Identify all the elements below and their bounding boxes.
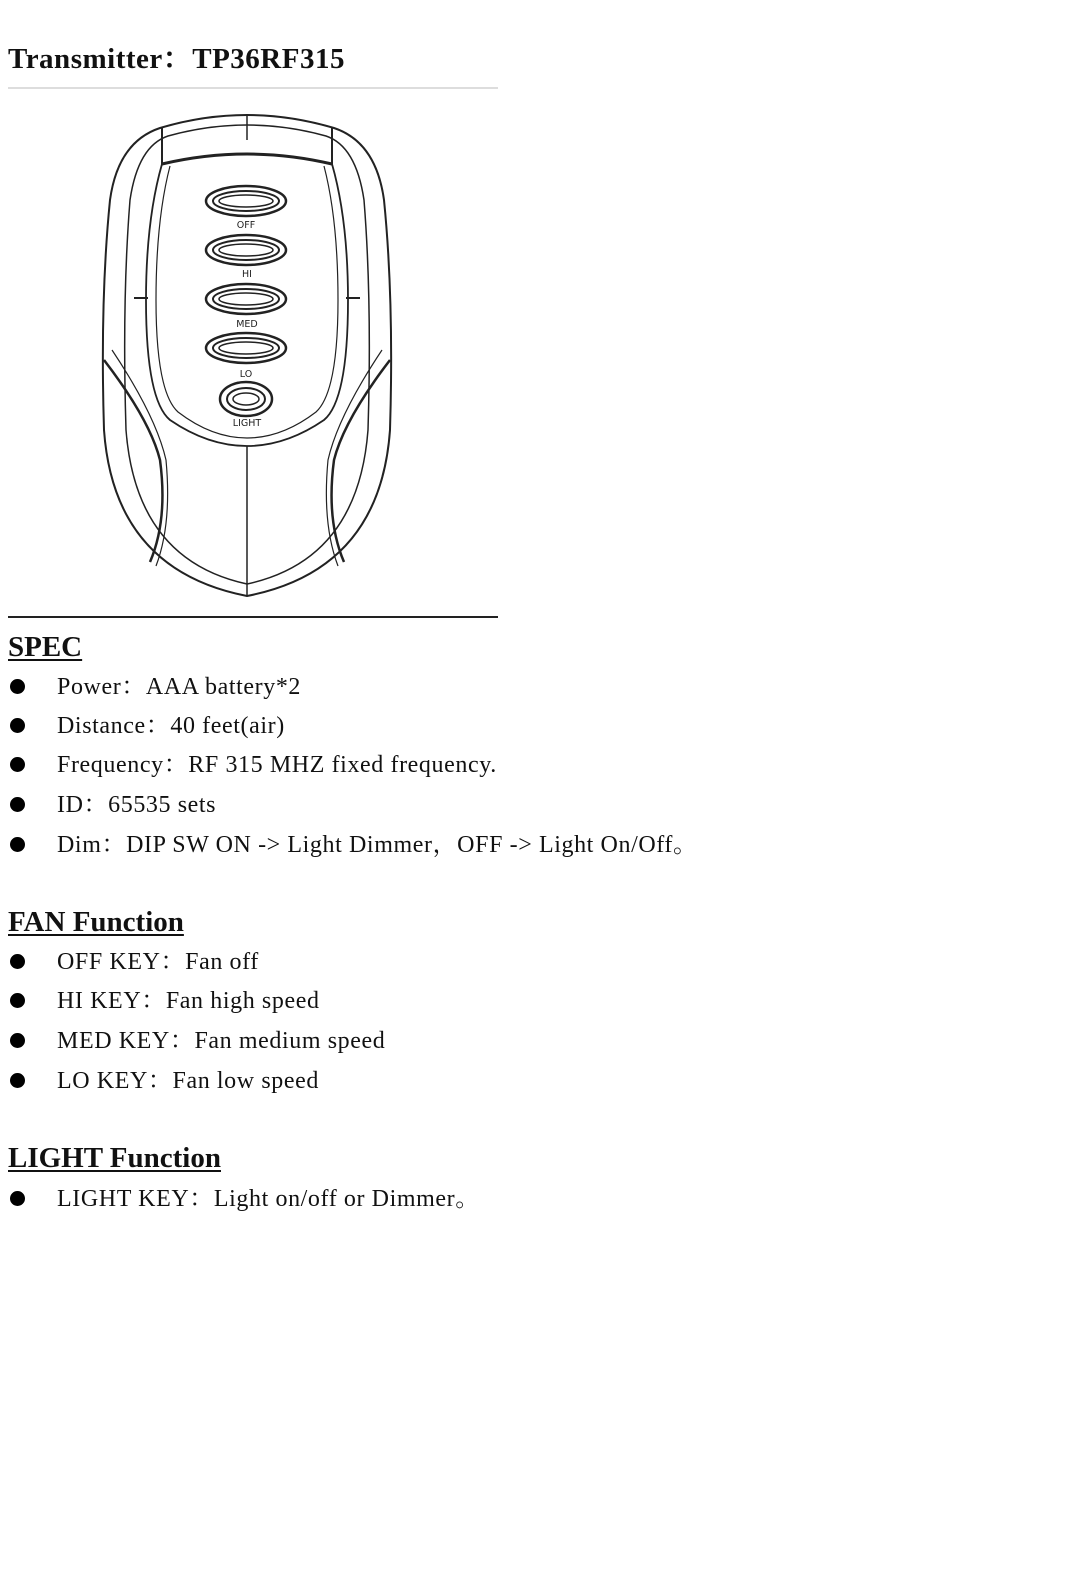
off-button-icon	[206, 186, 286, 216]
page-title: Transmitter：TP36RF315	[8, 43, 345, 75]
med-button-label: MED	[236, 319, 258, 330]
bullet-icon	[10, 1033, 25, 1048]
light-function-heading: LIGHT Function	[8, 1142, 221, 1174]
spec-item-text: ID：65535 sets	[57, 792, 217, 818]
light-button-label: LIGHT	[232, 418, 262, 429]
bullet-icon	[10, 954, 25, 969]
fan-item-text: HI KEY：Fan high speed	[57, 988, 320, 1014]
light-item-text: LIGHT KEY：Light on/off or Dimmer。	[57, 1186, 480, 1212]
spec-heading: SPEC	[8, 631, 83, 663]
title-divider	[8, 87, 498, 89]
hi-button-icon	[206, 235, 286, 265]
bullet-icon	[10, 1191, 25, 1206]
bullet-icon	[10, 797, 25, 812]
light-button-icon	[220, 382, 272, 416]
fan-item-text: LO KEY：Fan low speed	[57, 1068, 319, 1094]
bullet-icon	[10, 837, 25, 852]
remote-top-panel	[162, 154, 332, 164]
bullet-icon	[10, 679, 25, 694]
fan-item-text: OFF KEY：Fan off	[57, 949, 259, 975]
bullet-icon	[10, 1073, 25, 1088]
fan-item-text: MED KEY：Fan medium speed	[57, 1028, 386, 1054]
spec-item-text: Power：AAA battery*2	[57, 674, 302, 700]
remote-transmitter-illustration	[90, 100, 404, 606]
off-button-label: OFF	[236, 220, 256, 231]
spec-item-text: Distance：40 feet(air)	[57, 713, 285, 739]
bullet-icon	[10, 993, 25, 1008]
lo-button-label: LO	[239, 369, 253, 380]
bullet-icon	[10, 718, 25, 733]
lo-button-icon	[206, 333, 286, 363]
fan-function-heading: FAN Function	[8, 906, 184, 938]
bullet-icon	[10, 757, 25, 772]
image-divider	[8, 616, 498, 618]
med-button-icon	[206, 284, 286, 314]
hi-button-label: HI	[242, 269, 252, 280]
spec-item-text: Frequency：RF 315 MHZ fixed frequency.	[57, 752, 497, 778]
spec-item-text: Dim：DIP SW ON -> Light Dimmer，OFF -> Light On/Off。	[57, 832, 698, 858]
